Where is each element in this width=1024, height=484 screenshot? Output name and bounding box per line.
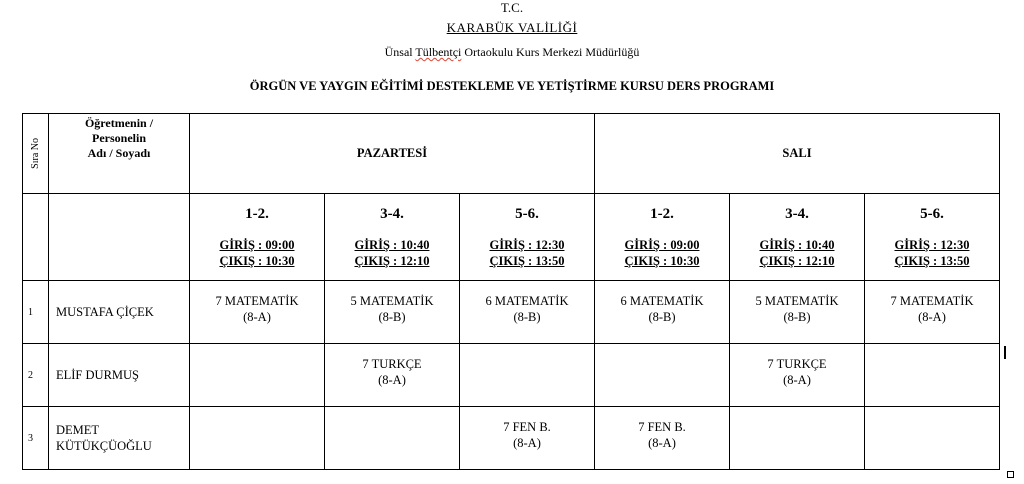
course-cell — [595, 407, 730, 470]
sira-no-label: Sıra No — [30, 138, 41, 169]
schedule-table — [22, 113, 1000, 470]
course-class: (8-A) — [513, 436, 541, 450]
teacher-name-line2: KÜTÜKÇÜOĞLU — [56, 439, 152, 453]
course-cell — [730, 344, 865, 407]
course-name: 7 TURKÇE — [362, 357, 422, 371]
table-resize-handle[interactable] — [1007, 471, 1014, 478]
course-class: (8-A) — [918, 310, 946, 324]
time-slot — [865, 194, 1000, 281]
course-cell — [325, 281, 460, 344]
slot-entry-time: GİRİŞ : 12:30 — [489, 237, 565, 252]
slot-label: 1-2. — [245, 205, 269, 222]
school-name-part2: Tülbentçi — [415, 45, 462, 59]
course-class: (8-A) — [648, 436, 676, 450]
header-valilik: KARABÜK VALİLİĞİ — [446, 20, 578, 35]
day-header-tuesday: SALI — [595, 114, 1000, 194]
course-class: (8-A) — [243, 310, 271, 324]
teacher-header-line2: Personelin — [92, 131, 146, 145]
slot-entry-time: GİRİŞ : 12:30 — [894, 237, 970, 252]
slot-label: 5-6. — [515, 205, 539, 222]
teacher-header-line3: Adı / Soyadı — [87, 146, 151, 160]
table-row — [23, 281, 1000, 344]
table-row — [23, 407, 1000, 470]
course-cell — [190, 407, 325, 470]
row-number: 3 — [23, 407, 49, 470]
course-cell — [730, 407, 865, 470]
course-cell — [190, 344, 325, 407]
slot-label: 5-6. — [920, 205, 944, 222]
school-name-part1: Ünsal — [384, 45, 416, 59]
course-class: (8-B) — [513, 310, 541, 324]
empty-cell — [23, 194, 49, 281]
row-number: 2 — [23, 344, 49, 407]
course-class: (8-A) — [783, 373, 811, 387]
table-header-row — [23, 114, 1000, 194]
slot-exit-time: ÇIKIŞ : 12:10 — [759, 253, 835, 268]
teacher-name — [49, 344, 190, 407]
time-slot — [730, 194, 865, 281]
course-name: 7 FEN B. — [503, 420, 551, 434]
slot-entry-time: GİRİŞ : 09:00 — [624, 237, 700, 252]
course-cell — [595, 281, 730, 344]
course-cell — [730, 281, 865, 344]
time-slot — [460, 194, 595, 281]
teacher-name-line1: MUSTAFA ÇİÇEK — [56, 305, 154, 319]
course-cell — [325, 344, 460, 407]
table-row — [23, 344, 1000, 407]
slot-entry-time: GİRİŞ : 09:00 — [219, 237, 295, 252]
teacher-name-line1: DEMET — [56, 423, 100, 437]
slot-exit-time: ÇIKIŞ : 13:50 — [489, 253, 565, 268]
course-cell — [325, 407, 460, 470]
course-class: (8-B) — [378, 310, 406, 324]
course-class: (8-B) — [648, 310, 676, 324]
slot-label: 3-4. — [380, 205, 404, 222]
slot-entry-time: GİRİŞ : 10:40 — [354, 237, 430, 252]
slot-exit-time: ÇIKIŞ : 13:50 — [894, 253, 970, 268]
slot-exit-time: ÇIKIŞ : 10:30 — [219, 253, 295, 268]
course-class: (8-B) — [783, 310, 811, 324]
course-name: 6 MATEMATİK — [620, 294, 704, 308]
course-cell — [865, 344, 1000, 407]
header-tc: T.C. — [500, 0, 524, 15]
course-cell — [460, 281, 595, 344]
slot-exit-time: ÇIKIŞ : 12:10 — [354, 253, 430, 268]
row-number: 1 — [23, 281, 49, 344]
course-name: 6 MATEMATİK — [485, 294, 569, 308]
slot-exit-time: ÇIKIŞ : 10:30 — [624, 253, 700, 268]
time-slots-row — [23, 194, 1000, 281]
header-school — [0, 45, 1024, 60]
slot-label: 3-4. — [785, 205, 809, 222]
slot-entry-time: GİRİŞ : 10:40 — [759, 237, 835, 252]
course-name: 7 FEN B. — [638, 420, 686, 434]
empty-cell — [49, 194, 190, 281]
course-cell — [190, 281, 325, 344]
course-name: 5 MATEMATİK — [350, 294, 434, 308]
slot-label: 1-2. — [650, 205, 674, 222]
course-name: 7 MATEMATİK — [890, 294, 974, 308]
course-cell — [460, 407, 595, 470]
sira-no-header — [23, 114, 49, 194]
day-header-monday: PAZARTESİ — [190, 114, 595, 194]
course-name: 7 TURKÇE — [767, 357, 827, 371]
course-class: (8-A) — [378, 373, 406, 387]
course-cell — [460, 344, 595, 407]
teacher-name — [49, 407, 190, 470]
time-slot — [190, 194, 325, 281]
document-title: ÖRGÜN VE YAYGIN EĞİTİMİ DESTEKLEME VE YETİŞTİRME KURSU DERS PROGRAMI — [249, 79, 775, 93]
teacher-name-line1: ELİF DURMUŞ — [56, 368, 139, 382]
time-slot — [595, 194, 730, 281]
course-name: 5 MATEMATİK — [755, 294, 839, 308]
school-name-part3: Ortaokulu Kurs Merkezi Müdürlüğü — [461, 45, 640, 59]
teacher-name-header — [49, 114, 190, 194]
time-slot — [325, 194, 460, 281]
teacher-name — [49, 281, 190, 344]
teacher-header-line1: Öğretmenin / — [84, 116, 154, 130]
course-cell — [595, 344, 730, 407]
course-name: 7 MATEMATİK — [215, 294, 299, 308]
course-cell — [865, 407, 1000, 470]
course-cell — [865, 281, 1000, 344]
text-cursor — [1004, 346, 1006, 359]
